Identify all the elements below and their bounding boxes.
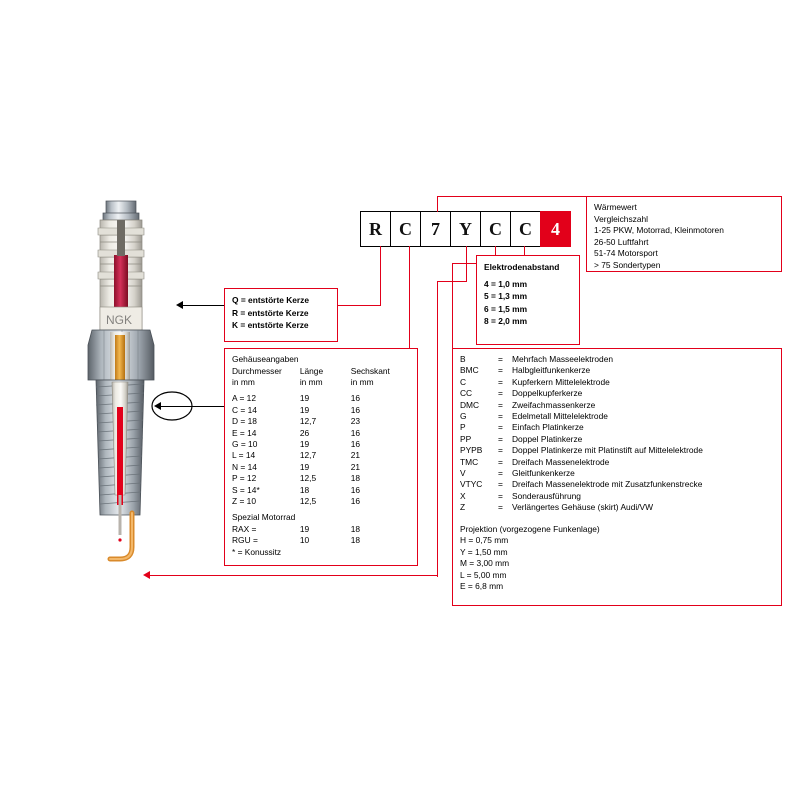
elektrodenabstand-line-3: 8 = 2,0 mm [484,316,528,326]
gehaeuse-row-6-cell-2: 21 [350,461,361,472]
bauart-row-2 [460,377,703,388]
bauart-row-7-cell-1: = [498,433,503,444]
bauart-row-12-cell-1: = [498,490,503,501]
connector-y-down [437,281,438,577]
gehaeuse-row-8-cell-0: S = 14* [232,484,260,495]
gehaeuse-special-row-1-cell-1: 10 [299,535,310,546]
bauart-row-6-cell-2: Einfach Platinkerze [512,422,584,433]
connector-7-horizontal [437,196,587,197]
bauart-row-9 [460,457,703,468]
bauart-row-13-cell-0: Z [460,502,466,513]
connector-cc-down [452,263,453,353]
bauart-row-2-cell-2: Kupferkern Mittelelektrode [512,376,610,387]
gehaeuse-row-5 [232,450,410,461]
gehaeuse-subtitle-row-cell-1 [300,507,351,523]
gehaeuse-subtitle-row-cell-0: Spezial Motorrad [232,512,296,523]
bauart-row-4 [460,400,703,411]
gehaeuse-row-4-cell-2: 16 [350,438,361,449]
elektrodenabstand-line-2: 6 = 1,5 mm [484,303,528,314]
bauart-row-9-cell-0: TMC [460,456,479,467]
projektion-line-2: M = 3,00 mm [460,558,510,569]
gehaeuse-row-7-cell-1: 12,5 [299,473,317,484]
svg-text:NGK: NGK [106,313,133,327]
type-code-row [360,211,570,247]
connector-c-vertical [409,246,410,356]
bauart-row-7 [460,434,703,445]
bauart-row-10-cell-2: Gleitfunkenkerze [512,468,575,479]
gehaeuse-row-3-cell-2: 16 [350,427,361,438]
waermewert-line-5: > 75 Sondertypen [594,259,661,270]
connector-r-vertical [380,246,381,306]
bauart-row-6-cell-1: = [498,422,503,433]
projektion-line-1: Y = 1,50 mm [460,546,508,557]
gehaeuse-row-0 [232,388,410,404]
gehaeuseangaben-panel [224,348,418,566]
pointer-line-entstoerung [182,305,226,306]
bauart-row-4-cell-1: = [498,399,503,410]
entstoerte-kerze-panel [224,288,338,342]
gehaeuse-footnote-row-cell-0: * = Konussitz [232,546,282,557]
gehaeuse-row-0-cell-0: A = 12 [232,393,256,404]
gehaeuse-header-row [232,366,410,377]
bauart-row-11-cell-0: VTYC [460,479,483,490]
waermewert-panel [586,196,782,272]
code-cell-6[interactable]: 4 [540,211,571,247]
gehaeuse-row-3-cell-0: E = 14 [232,427,257,438]
gehaeuse-row-6-cell-0: N = 14 [232,461,257,472]
bauart-row-11-cell-1: = [498,479,503,490]
bauart-row-0-cell-2: Mehrfach Masseelektroden [512,354,614,364]
bauart-row-13-cell-1: = [498,502,503,513]
gehaeuse-row-3 [232,428,410,439]
gehaeuse-row-1 [232,405,410,416]
gehaeuse-row-6 [232,462,410,473]
connector-y-arrow [143,571,150,579]
bauart-row-3-cell-1: = [498,388,503,399]
bauart-row-12 [460,491,703,502]
gehaeuse-row-8-cell-1: 18 [299,484,310,495]
gehaeuse-subtitle-row-cell-2 [351,507,410,523]
entstoerung-line-2: K = entstörte Kerze [232,320,309,330]
gehaeuse-row-7-cell-2: 18 [350,473,361,484]
bauart-row-6 [460,422,703,433]
gehaeuse-row-5-cell-0: L = 14 [232,450,256,461]
code-cell-5[interactable]: C [510,211,541,247]
gehaeuse-row-7-cell-0: P = 12 [232,473,257,484]
bauart-row-1-cell-2: Halbgleitfunkenkerze [512,365,591,376]
gehaeuse-row-5-cell-2: 21 [350,450,361,461]
gehaeuse-row-9-cell-0: Z = 10 [232,495,256,506]
bauart-row-8-cell-1: = [498,445,503,456]
bauart-row-2-cell-1: = [498,376,503,387]
elektrodenabstand-title: Elektrodenabstand [484,262,560,272]
connector-r-horizontal [338,305,381,306]
code-cell-3[interactable]: Y [450,211,481,247]
gehaeuse-row-8 [232,485,410,496]
gehaeuse-special-row-1-cell-0: RGU = [232,535,258,546]
bauart-row-13-cell-2: Verlängertes Gehäuse (skirt) Audi/VW [512,502,654,513]
elektrodenabstand-line-1: 5 = 1,3 mm [484,291,528,301]
projektion-line-4: E = 6,8 mm [460,581,504,592]
bauart-row-3 [460,388,703,399]
waermewert-line-1: Vergleichszahl [594,213,649,224]
gehaeuse-units-row-cell-1: in mm [299,376,323,387]
gehaeuse-units-row [232,377,410,388]
elektrodenabstand-panel [476,255,580,345]
bauart-row-11-cell-2: Dreifach Massenelektrode mit Zusatzfunkenstrecke [512,479,703,490]
gehaeuse-special-row-0-cell-0: RAX = [232,523,257,534]
bauart-row-12-cell-0: X [460,490,466,501]
waermewert-line-0: Wärmewert [594,202,637,212]
gehaeuse-row-0-cell-2: 16 [350,393,361,404]
bauart-row-11 [460,479,703,490]
bauart-row-0 [460,354,703,365]
gehaeuse-title: Gehäuseangaben [232,354,299,364]
gehaeuse-row-9 [232,496,410,507]
bauart-row-10 [460,468,703,479]
entstoerung-line-0: Q = entstörte Kerze [232,295,310,305]
pointer-ellipse [150,380,230,430]
gehaeuse-row-9-cell-2: 16 [350,495,361,506]
code-cell-0[interactable]: R [360,211,391,247]
bauart-row-12-cell-2: Sonderausführung [512,490,581,501]
bauart-row-9-cell-1: = [498,456,503,467]
bauart-row-1 [460,365,703,376]
connector-y-to-tip [150,575,438,576]
gehaeuse-header-row-cell-2: Sechskant [350,365,390,376]
gehaeuse-row-4 [232,439,410,450]
bauart-row-8 [460,445,703,456]
gehaeuse-footnote-row-cell-2 [351,547,410,558]
bauart-row-3-cell-2: Doppelkupferkerze [512,388,583,399]
bauart-legende-panel [452,348,782,606]
bauart-row-8-cell-0: PYPB [460,445,483,456]
bauart-row-5-cell-1: = [498,411,503,422]
bauart-row-10-cell-0: V [460,468,466,479]
projektion-line-0: H = 0,75 mm [460,535,509,546]
gehaeuse-row-4-cell-1: 19 [299,438,310,449]
gehaeuse-row-2-cell-0: D = 18 [232,416,257,427]
gehaeuse-units-row-cell-2: in mm [350,376,374,387]
bauart-row-1-cell-1: = [498,365,503,376]
gehaeuse-special-row-0-cell-1: 19 [299,523,310,534]
elektrodenabstand-line-0: 4 = 1,0 mm [484,278,528,289]
gehaeuse-row-0-cell-1: 19 [299,393,310,404]
connector-7-vertical [437,196,438,212]
bauart-row-7-cell-2: Doppel Platinkerze [512,433,583,444]
code-cell-1[interactable]: C [390,211,421,247]
entstoerung-line-1: R = entstörte Kerze [232,307,309,318]
gehaeuse-subtitle-row [232,507,410,523]
gehaeuse-special-row-0 [232,524,410,535]
gehaeuse-row-1-cell-1: 19 [299,404,310,415]
bauart-row-4-cell-0: DMC [460,399,480,410]
bauart-row-5-cell-0: G [460,411,467,422]
gehaeuse-row-8-cell-2: 16 [350,484,361,495]
gehaeuse-row-4-cell-0: G = 10 [232,438,258,449]
gehaeuse-table [232,366,410,559]
bauart-row-5-cell-2: Edelmetall Mittelelektrode [512,411,608,422]
bauart-row-0-cell-0: B [460,354,466,364]
projektion-title: Projektion (vorgezogene Funkenlage) [460,523,600,534]
gehaeuse-row-2 [232,416,410,427]
waermewert-line-4: 51-74 Motorsport [594,248,658,258]
code-cell-2[interactable]: 7 [420,211,451,247]
gehaeuse-row-7 [232,473,410,484]
code-cell-4[interactable]: C [480,211,511,247]
gehaeuse-special-row-0-cell-2: 18 [350,523,361,534]
gehaeuse-units-row-cell-0: in mm [232,376,255,387]
bauart-row-5 [460,411,703,422]
gehaeuse-special-row-1 [232,535,410,546]
bauart-row-7-cell-0: PP [460,433,472,444]
gehaeuse-row-2-cell-1: 12,7 [299,416,317,427]
gehaeuse-row-5-cell-1: 12,7 [299,450,317,461]
gehaeuse-row-9-cell-1: 12,5 [299,495,317,506]
bauart-row-2-cell-0: C [460,376,467,387]
gehaeuse-special-row-1-cell-2: 18 [350,535,361,546]
gehaeuse-row-3-cell-1: 26 [299,427,310,438]
bauart-row-6-cell-0: P [460,422,466,433]
pointer-arrow-entstoerung [176,301,183,309]
bauart-row-4-cell-2: Zweifachmassenkerze [512,399,596,410]
bauart-row-3-cell-0: CC [460,388,473,399]
waermewert-line-2: 1-25 PKW, Motorrad, Kleinmotoren [594,225,724,235]
waermewert-line-3: 26-50 Luftfahrt [594,236,649,247]
bauart-row-10-cell-1: = [498,468,503,479]
bauart-row-8-cell-2: Doppel Platinkerze mit Platinstift auf Mittelelektrode [512,445,703,456]
bauart-row-1-cell-0: BMC [460,365,479,376]
gehaeuse-footnote-row-cell-1 [300,547,351,558]
projektion-line-3: L = 5,00 mm [460,569,507,580]
gehaeuse-header-row-cell-1: Länge [299,365,324,376]
bauart-row-13 [460,502,703,513]
gehaeuse-row-2-cell-2: 23 [350,416,361,427]
gehaeuse-header-row-cell-0: Durchmesser [232,365,282,376]
gehaeuse-row-1-cell-0: C = 14 [232,404,257,415]
bauart-row-0-cell-1: = [498,354,503,364]
gehaeuse-row-6-cell-1: 19 [299,461,310,472]
bauart-row-9-cell-2: Dreifach Massenelektrode [512,456,610,467]
gehaeuse-row-1-cell-2: 16 [350,404,361,415]
gehaeuse-footnote-row [232,547,410,558]
bauart-table [460,354,703,514]
